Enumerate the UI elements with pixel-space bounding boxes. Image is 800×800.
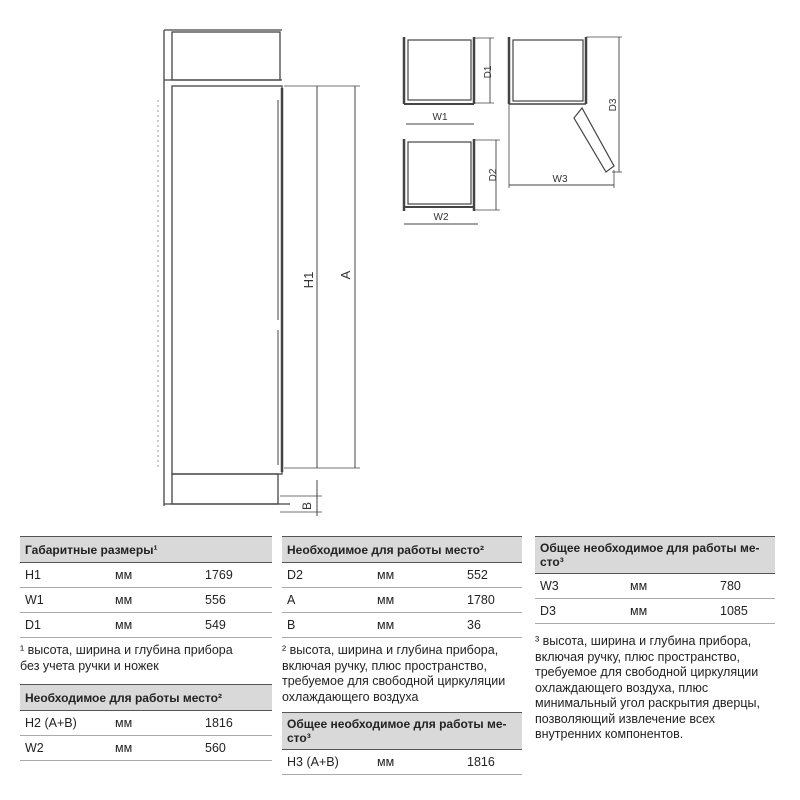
- required-space-table: [20, 684, 272, 761]
- table-title: Необходимое для работы место²: [282, 537, 522, 563]
- table-row: [282, 563, 522, 588]
- param-cell: W3: [535, 574, 625, 599]
- param-cell: B: [282, 613, 372, 638]
- appliance-body: [172, 86, 282, 474]
- table-row: [20, 711, 272, 736]
- footnote-3: ³ высота, ширина и глубина прибора, включая ручку, плюс пространство, требуемое для свободной циркуляции охлаждающего воздуха, плюс минимальный угол раскрытия дверцы, позволяющий извлечение всех внутренних компонентов.: [535, 634, 760, 741]
- d2-label: D2: [488, 168, 499, 182]
- top-view-w1-d1: [404, 37, 494, 124]
- value-cell: 1816: [462, 750, 522, 775]
- table-row: [20, 613, 272, 638]
- w3-label: W3: [552, 174, 568, 185]
- side-elevation-view: [158, 30, 360, 516]
- value-cell: 1769: [200, 563, 272, 588]
- value-cell: 1780: [462, 588, 522, 613]
- value-cell: 556: [200, 588, 272, 613]
- table-row: [282, 750, 522, 775]
- appliance-outline: [408, 142, 471, 204]
- value-cell: 549: [200, 613, 272, 638]
- a-label: A: [338, 270, 353, 280]
- table-title: [535, 537, 775, 574]
- w2-label: W2: [433, 212, 449, 223]
- d1-label: D1: [483, 65, 494, 79]
- param-cell: W1: [20, 588, 110, 613]
- top-view-w3-d3: [509, 37, 622, 188]
- top-view-w2-d2: [404, 139, 500, 224]
- value-cell: 560: [200, 736, 272, 761]
- h1-label: H1: [301, 271, 316, 289]
- unit-cell: мм: [110, 711, 200, 736]
- unit-cell: мм: [625, 599, 715, 624]
- table-title: Необходимое для работы место²: [20, 685, 272, 711]
- required-space-depth-table: [282, 536, 522, 638]
- unit-cell: мм: [110, 613, 200, 638]
- table-title-line-1: Общее необходимое для работы ме-: [287, 717, 507, 731]
- value-cell: 552: [462, 563, 522, 588]
- table-row: [282, 588, 522, 613]
- footnote-2: ² высота, ширина и глубина прибора, включая ручку, плюс пространство, требуемое для свободной циркуляции охлаждающего воздуха: [282, 643, 506, 704]
- param-cell: D3: [535, 599, 625, 624]
- value-cell: 780: [715, 574, 775, 599]
- table-title-line-2: сто³: [287, 731, 311, 745]
- param-cell: D2: [282, 563, 372, 588]
- unit-cell: мм: [372, 563, 462, 588]
- unit-cell: мм: [110, 736, 200, 761]
- table-row: [20, 736, 272, 761]
- param-cell: H3 (A+B): [282, 750, 372, 775]
- b-label: B: [300, 501, 314, 511]
- table-title: [282, 713, 522, 750]
- unit-cell: мм: [372, 750, 462, 775]
- unit-cell: мм: [110, 563, 200, 588]
- unit-cell: мм: [372, 588, 462, 613]
- value-cell: 1085: [715, 599, 775, 624]
- unit-cell: мм: [110, 588, 200, 613]
- table-row: [535, 574, 775, 599]
- param-cell: H2 (A+B): [20, 711, 110, 736]
- table-row: [282, 613, 522, 638]
- value-cell: 36: [462, 613, 522, 638]
- table-row: [535, 599, 775, 624]
- unit-cell: мм: [625, 574, 715, 599]
- d3-label: D3: [608, 98, 619, 112]
- table-row: [20, 588, 272, 613]
- table-title: Габаритные размеры¹: [20, 537, 272, 563]
- footnote-1: ¹ высота, ширина и глубина прибора без учета ручки и ножек: [20, 643, 233, 673]
- appliance-outline: [408, 40, 471, 100]
- total-space-height-table: [282, 712, 522, 775]
- param-cell: D1: [20, 613, 110, 638]
- w1-label: W1: [432, 112, 448, 123]
- param-cell: A: [282, 588, 372, 613]
- open-door: [574, 108, 614, 172]
- value-cell: 1816: [200, 711, 272, 736]
- table-row: [20, 563, 272, 588]
- table-title-line-1: Общее необходимое для работы ме-: [540, 541, 760, 555]
- table-title-line-2: сто³: [540, 555, 564, 569]
- unit-cell: мм: [372, 613, 462, 638]
- appliance-outline: [513, 40, 583, 101]
- param-cell: H1: [20, 563, 110, 588]
- dimensions-table: [20, 536, 272, 638]
- total-space-table: [535, 536, 775, 624]
- param-cell: W2: [20, 736, 110, 761]
- upper-cabinet: [172, 32, 280, 80]
- plinth: [172, 474, 278, 504]
